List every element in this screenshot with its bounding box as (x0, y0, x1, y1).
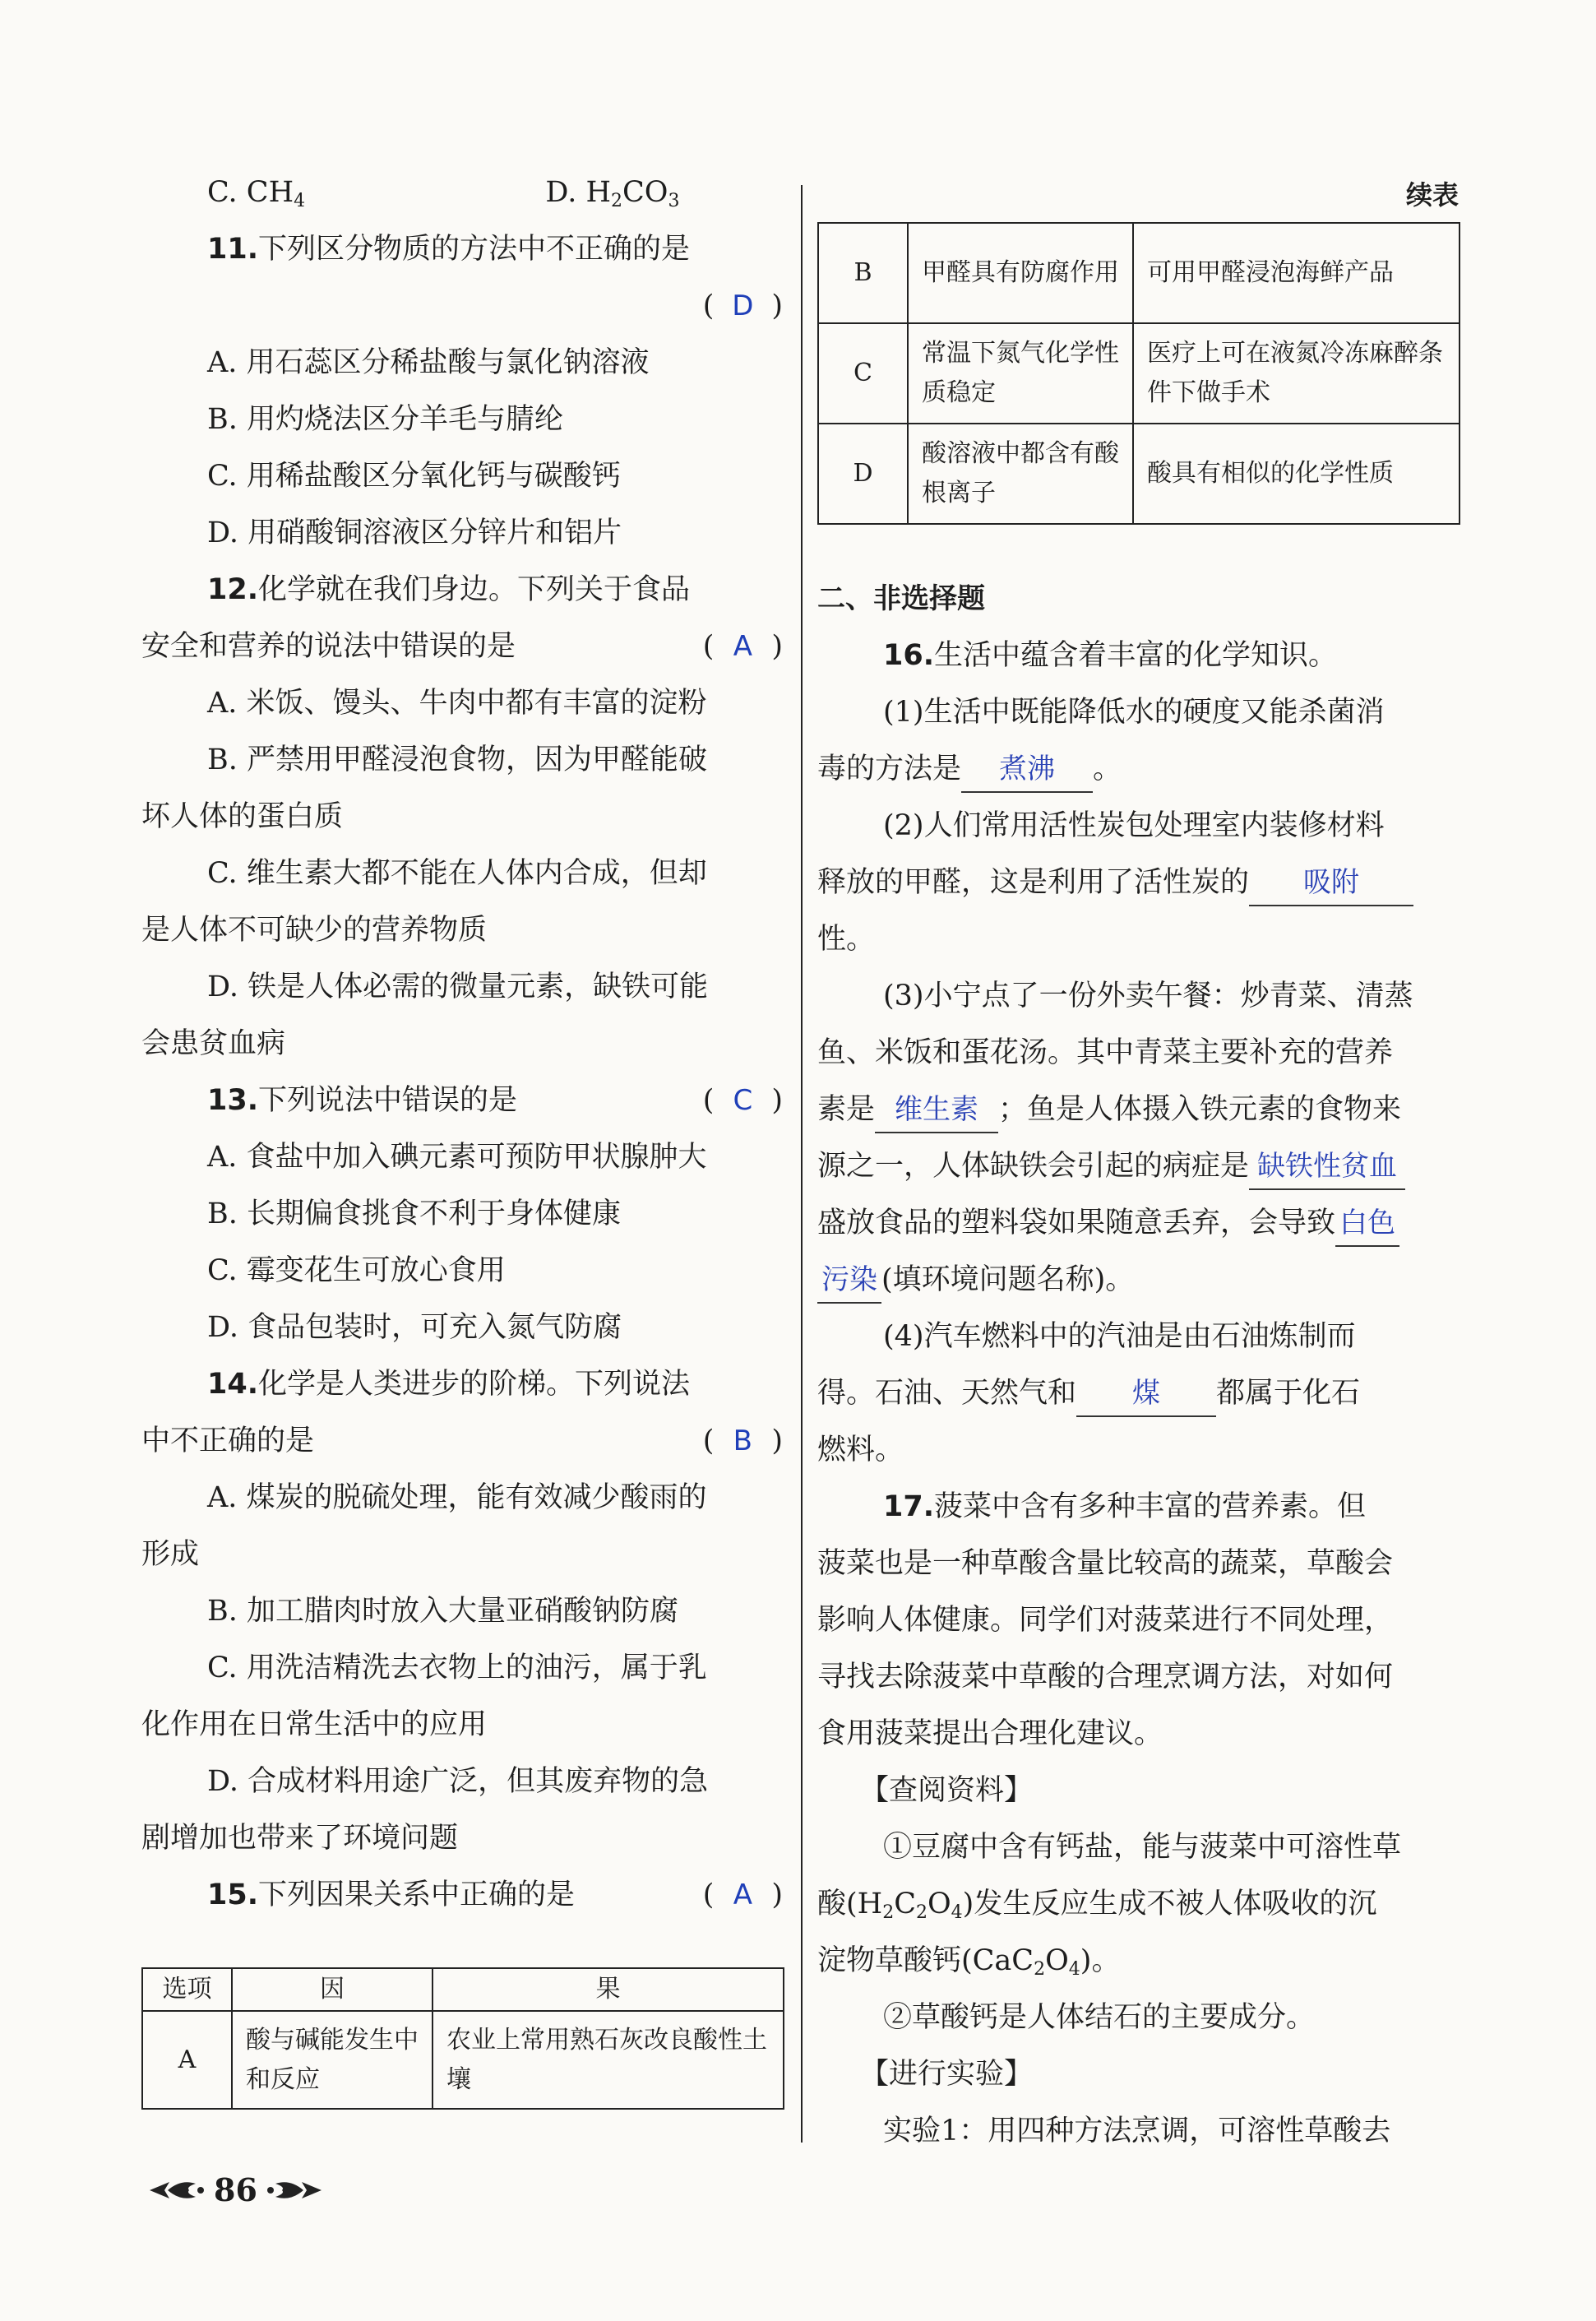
q10-option-d: D. $H_2CO_3$ (545, 176, 680, 211)
q16-part3-answer-3b: 污染 (817, 1258, 881, 1304)
table-cell-option: B (818, 223, 908, 323)
q14-option-b: B. 加工腊肉时放入大量亚硝酸钠防腐 (207, 1595, 678, 1628)
q12-option-a: A. 米饭、馒头、牛肉中都有丰富的淀粉 (207, 687, 707, 720)
table-row (818, 323, 1460, 424)
q11-option-d: D. 用硝酸铜溶液区分锌片和铝片 (207, 517, 622, 549)
q14-option-a-line1: A. 煤炭的脱硫处理，能有效减少酸雨的 (207, 1481, 707, 1514)
page-footer (148, 2171, 323, 2208)
section-title: 二、非选择题 (817, 582, 985, 615)
right-column (817, 571, 1459, 2160)
q16-part3-line5: 盛放食品的塑料袋如果随意丢弃，会导致 白色 (817, 1195, 1459, 1252)
table-cell-option: C (818, 323, 908, 424)
q16-part4-line1: (4)汽车燃料中的汽油是由石油炼制而 (883, 1320, 1356, 1353)
table-cell-cause: 常温下氮气化学性质稳定 (908, 323, 1133, 424)
q14-option-c-line1: C. 用洗洁精洗去衣物上的油污，属于乳 (207, 1652, 707, 1684)
table-header-option: 选项 (142, 1968, 232, 2011)
q17-line3: 影响人体健康。同学们对菠菜进行不同处理， (817, 1604, 1394, 1637)
continued-table-label: 续表 (1405, 179, 1459, 211)
q17-reference-title: 【查阅资料】 (860, 1774, 1034, 1807)
q11-answer-row (141, 278, 783, 335)
q16-part2-line1: (2)人们常用活性炭包处理室内装修材料 (883, 809, 1385, 842)
q14-stem-line2: 中不正确的是 ( B ) (141, 1413, 783, 1470)
q16-part3-line1: (3)小宁点了一份外卖午餐：炒青菜、清蒸 (883, 980, 1413, 1012)
ornament-left-icon (148, 2175, 206, 2205)
q16-part4-line2: 得。石油、天然气和 煤 都属于化石 (817, 1365, 1459, 1422)
left-column (141, 164, 783, 1924)
q16-stem: 16.生活中蕴含着丰富的化学知识。 (883, 639, 1338, 672)
table-row (818, 424, 1460, 524)
q12-option-d-line2: 会患贫血病 (141, 1027, 286, 1060)
q17-reference-1-line1: ①豆腐中含有钙盐，能与菠菜中可溶性草 (883, 1831, 1402, 1864)
q11-option-c: C. 用稀盐酸区分氧化钙与碳酸钙 (207, 460, 621, 493)
q13-answer: ( C ) (702, 1084, 783, 1117)
q17-reference-1-line2: 酸$(H_2C_2O_4)$发生反应生成不被人体吸收的沉 (817, 1888, 1377, 1923)
q16-part4-line3: 燃料。 (817, 1434, 904, 1466)
table-header-effect: 果 (433, 1968, 784, 2011)
q12-option-d-line1: D. 铁是人体必需的微量元素，缺铁可能 (207, 971, 709, 1003)
table-row (142, 2011, 784, 2109)
q17-reference-2: ②草酸钙是人体结石的主要成分。 (883, 2001, 1316, 2034)
q16-part4-answer: 煤 (1076, 1371, 1216, 1417)
q16-part2-line3: 性。 (817, 923, 876, 956)
q12-option-b-line2: 坏人体的蛋白质 (141, 800, 344, 833)
q13-option-a: A. 食盐中加入碘元素可预防甲状腺肿大 (207, 1141, 707, 1174)
q16-part3-answer-1: 维生素 (875, 1087, 998, 1133)
q16-part3-line3: 素是 维生素 ；鱼是人体摄入铁元素的食物来 (817, 1082, 1459, 1138)
q16-part2-answer: 吸附 (1249, 860, 1413, 906)
q10-options (141, 164, 783, 221)
q14-option-d-line1: D. 合成材料用途广泛，但其废弃物的急 (207, 1765, 709, 1798)
q17-line5: 食用菠菜提出合理化建议。 (817, 1717, 1163, 1750)
q16-part1-answer: 煮沸 (961, 747, 1093, 793)
table-cell-effect: 医疗上可在液氮冷冻麻醉条件下做手术 (1133, 323, 1460, 424)
q12-option-b-line1: B. 严禁用甲醛浸泡食物，因为甲醛能破 (207, 744, 707, 776)
q11-option-a: A. 用石蕊区分稀盐酸与氯化钠溶液 (207, 346, 650, 379)
table-cell-cause: 甲醛具有防腐作用 (908, 223, 1133, 323)
q12-option-c-line1: C. 维生素大都不能在人体内合成，但却 (207, 857, 707, 890)
table-cell-effect: 可用甲醛浸泡海鲜产品 (1133, 223, 1460, 323)
q12-stem-line2: 安全和营养的说法中错误的是 ( A ) (141, 618, 783, 675)
q17-reference-1-line3: 淀物草酸钙$(CaC_2O_4)$。 (817, 1944, 1121, 1980)
q11-answer: ( D ) (702, 290, 783, 322)
column-divider (801, 185, 803, 2143)
q13-option-b: B. 长期偏食挑食不利于身体健康 (207, 1198, 621, 1230)
q12-stem-line1: 12.化学就在我们身边。下列关于食品 (207, 573, 691, 606)
q15-table (141, 1967, 784, 2110)
ornament-right-icon (266, 2175, 323, 2205)
q13-stem: 13.下列说法中错误的是 ( C ) (141, 1072, 783, 1129)
q16-part2-line2: 释放的甲醛，这是利用了活性炭的 吸附 (817, 855, 1459, 911)
q11-stem: 11.下列区分物质的方法中不正确的是 (207, 233, 691, 266)
q17-line2: 菠菜也是一种草酸含量比较高的蔬菜，草酸会 (817, 1547, 1394, 1580)
table-cell-option: D (818, 424, 908, 524)
q17-line4: 寻找去除菠菜中草酸的合理烹调方法，对如何 (817, 1661, 1394, 1693)
q10-option-c: C. $CH_4$ (207, 176, 306, 211)
q16-part1-line2: 毒的方法是 煮沸 。 (817, 741, 1459, 798)
q13-option-c: C. 霉变花生可放心食用 (207, 1254, 506, 1287)
q14-answer: ( B ) (702, 1425, 783, 1457)
q13-option-d: D. 食品包装时，可充入氮气防腐 (207, 1311, 622, 1344)
q14-option-d-line2: 剧增加也带来了环境问题 (141, 1822, 459, 1855)
q16-part3-line2: 鱼、米饭和蛋花汤。其中青菜主要补充的营养 (817, 1036, 1394, 1069)
q17-experiment-1: 实验1：用四种方法烹调，可溶性草酸去 (883, 2115, 1391, 2147)
q15-stem: 15.下列因果关系中正确的是 ( A ) (141, 1867, 783, 1924)
table-cell-cause: 酸溶液中都含有酸根离子 (908, 424, 1133, 524)
table-cell-cause: 酸与碱能发生中和反应 (232, 2011, 433, 2109)
q11-option-b: B. 用灼烧法区分羊毛与腈纶 (207, 403, 563, 436)
table-cell-effect: 酸具有相似的化学性质 (1133, 424, 1460, 524)
q17-experiment-title: 【进行实验】 (860, 2058, 1034, 2091)
q16-part3-line6: 污染 (填环境问题名称)。 (817, 1252, 1459, 1309)
table-header-cause: 因 (232, 1968, 433, 2011)
table-header-row (142, 1968, 784, 2011)
q14-option-c-line2: 化作用在日常生活中的应用 (141, 1708, 488, 1741)
q17-line1: 17.菠菜中含有多种丰富的营养素。但 (883, 1490, 1367, 1523)
q16-part1-line1: (1)生活中既能降低水的硬度又能杀菌消 (883, 696, 1385, 729)
q16-part3-answer-3a: 白色 (1335, 1201, 1399, 1247)
q12-option-c-line2: 是人体不可缺少的营养物质 (141, 914, 488, 947)
q16-part3-line4: 源之一，人体缺铁会引起的病症是 缺铁性贫血 (817, 1138, 1459, 1195)
q15-table-continued (817, 222, 1460, 525)
table-row (818, 223, 1460, 323)
q14-option-a-line2: 形成 (141, 1538, 200, 1571)
page-number: 86 (214, 2171, 257, 2208)
q14-stem-line1: 14.化学是人类进步的阶梯。下列说法 (207, 1368, 691, 1401)
q16-part3-answer-2: 缺铁性贫血 (1249, 1144, 1405, 1190)
table-cell-effect: 农业上常用熟石灰改良酸性土壤 (433, 2011, 784, 2109)
table-cell-option: A (142, 2011, 232, 2109)
q12-answer: ( A ) (702, 630, 783, 663)
q15-answer: ( A ) (702, 1879, 783, 1911)
